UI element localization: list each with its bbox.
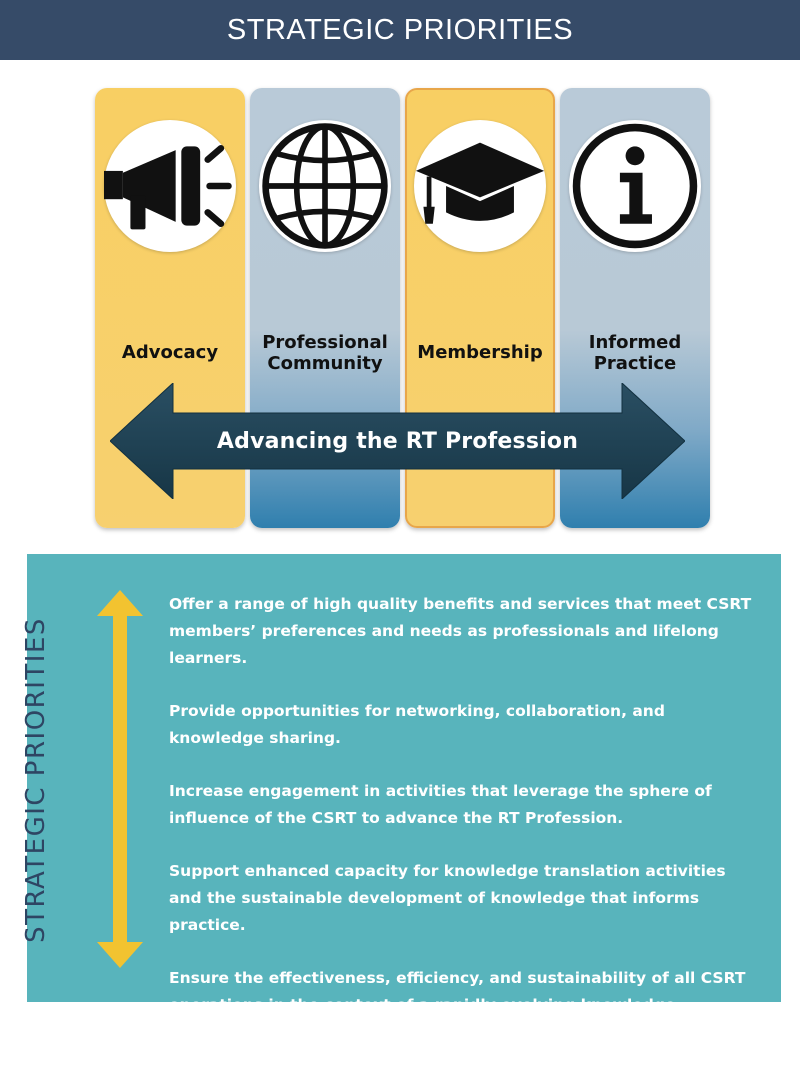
pillar-label-advocacy — [95, 342, 245, 363]
page-header — [0, 0, 800, 60]
graduation-cap-icon — [414, 136, 546, 236]
graduation-cap-icon-circle — [414, 120, 546, 252]
megaphone-icon — [104, 136, 236, 236]
pillar-label-line: Practice — [593, 353, 677, 374]
pillar-label-line: Informed — [588, 332, 682, 353]
pillar-label-line: Professional — [262, 332, 388, 353]
pillar-label-line: Advocacy — [121, 342, 219, 363]
priority-item: Provide opportunities for networking, collaboration, and knowledge sharing. — [169, 702, 665, 747]
side-title-text: STRATEGIC PRIORITIES — [21, 617, 51, 943]
page-title: STRATEGIC PRIORITIES — [226, 13, 574, 46]
globe-icon-circle — [259, 120, 391, 252]
priority-list — [169, 591, 759, 1072]
priority-item: Increase engagement in activities that leverage the sphere of influence of the CSRT to advance the RT Profession. — [169, 782, 712, 827]
priority-item: Ensure the effectiveness, efficiency, and sustainability of all CSRT operations in the context of a rapidly evolving knowledge economy. — [169, 969, 746, 1041]
pillar-label-membership — [407, 342, 553, 363]
pillar-label-informed-practice — [560, 332, 710, 374]
globe-icon — [259, 116, 391, 256]
banner-text: Advancing the RT Profession — [216, 428, 579, 454]
priority-item: Offer a range of high quality benefits and services that meet CSRT members’ preferences and needs as professionals and lifelong learners. — [169, 595, 752, 667]
pillar-label-line: Membership — [417, 342, 543, 363]
info-icon-circle — [569, 120, 701, 252]
pillar-label-professional-community — [250, 332, 400, 374]
pillar-label-line: Community — [267, 353, 383, 374]
info-icon — [569, 116, 701, 256]
vertical-double-arrow — [97, 590, 143, 968]
priority-item: Support enhanced capacity for knowledge translation activities and the sustainable development of knowledge that informs practice. — [169, 862, 726, 934]
megaphone-icon-circle — [104, 120, 236, 252]
